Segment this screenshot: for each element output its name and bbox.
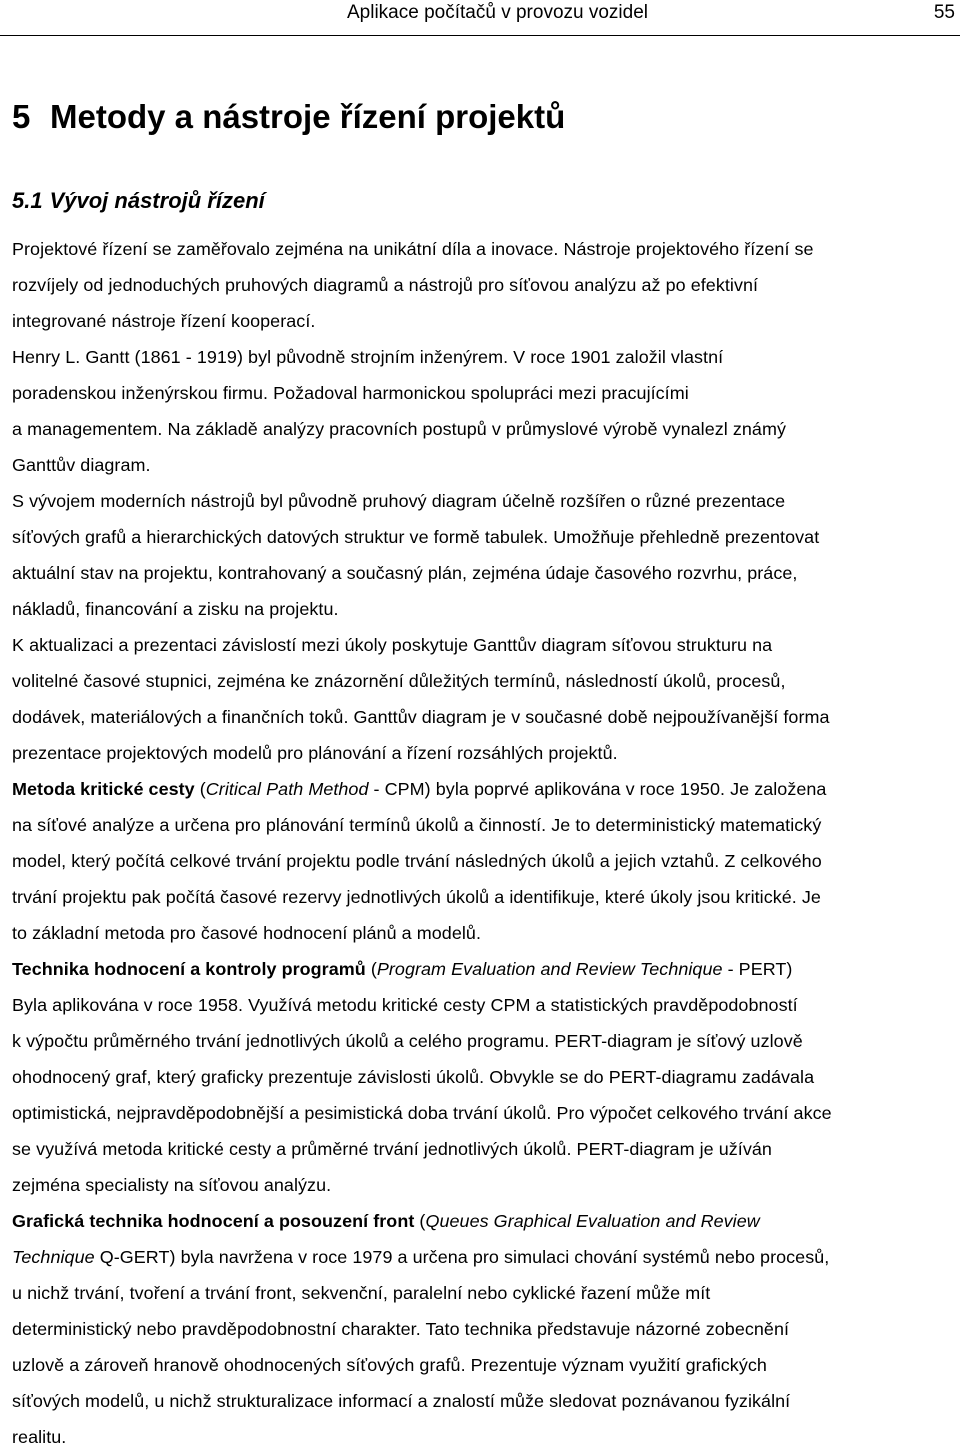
text-run: deterministický nebo pravděpodobnostní charakter. Tato technika představuje názorné zobecnění bbox=[12, 1319, 790, 1339]
text-line bbox=[12, 375, 960, 411]
text-line bbox=[12, 1347, 960, 1383]
chapter-heading bbox=[12, 96, 565, 138]
text-run: trvání projektu pak počítá časové rezervy jednotlivých úkolů a identifikuje, které úkoly jsou kritické. Je bbox=[12, 887, 821, 907]
text-line bbox=[12, 951, 960, 987]
running-title: Aplikace počítačů v provozu vozidel bbox=[347, 2, 648, 23]
text-run: a managementem. Na základě analýzy pracovních postupů v průmyslové výrobě vynalezl známý bbox=[12, 419, 786, 439]
text-line bbox=[12, 1095, 960, 1131]
text-line bbox=[12, 1383, 960, 1419]
text-run: nákladů, financování a zisku na projektu. bbox=[12, 599, 339, 619]
text-line bbox=[12, 879, 960, 915]
term-italic: Technique bbox=[12, 1247, 95, 1267]
text-line bbox=[12, 1311, 960, 1347]
chapter-title: Metody a nástroje řízení projektů bbox=[50, 98, 566, 135]
chapter-number: 5 bbox=[12, 98, 31, 135]
text-run: ( bbox=[194, 779, 206, 799]
text-line bbox=[12, 627, 960, 663]
text-run: Henry L. Gantt (1861 - 1919) byl původně strojním inženýrem. V roce 1901 založil vlastní bbox=[12, 347, 724, 367]
text-run: model, který počítá celkové trvání projektu podle trvání následných úkolů a jejich vztahů. Z celkového bbox=[12, 851, 822, 871]
text-line bbox=[12, 411, 960, 447]
text-line bbox=[12, 1167, 960, 1203]
text-run: - PERT) bbox=[722, 959, 793, 979]
text-line bbox=[12, 591, 960, 627]
text-line bbox=[12, 771, 960, 807]
term-bold: Grafická technika hodnocení a posouzení front bbox=[12, 1211, 415, 1231]
text-run: volitelné časové stupnici, zejména ke znázornění důležitých termínů, následností úkolů, procesů, bbox=[12, 671, 786, 691]
page-header bbox=[0, 0, 960, 38]
header-divider bbox=[0, 35, 960, 36]
text-line bbox=[12, 807, 960, 843]
text-line bbox=[12, 735, 960, 771]
text-run: síťových modelů, u nichž strukturalizace informací a znalostí může sledovat poznávanou fyzikální bbox=[12, 1391, 791, 1411]
text-line bbox=[12, 915, 960, 951]
text-run: síťových grafů a hierarchických datových struktur ve formě tabulek. Umožňuje přehledně prezentovat bbox=[12, 527, 820, 547]
text-line bbox=[12, 231, 960, 267]
text-run: Ganttův diagram. bbox=[12, 455, 151, 475]
term-italic: Critical Path Method bbox=[205, 779, 369, 799]
text-run: u nichž trvání, tvoření a trvání front, sekvenční, paralelní nebo cyklické řazení může mít bbox=[12, 1283, 711, 1303]
text-run: realitu. bbox=[12, 1427, 67, 1447]
text-run: prezentace projektových modelů pro plánování a řízení rozsáhlých projektů. bbox=[12, 743, 618, 763]
text-run: ( bbox=[414, 1211, 426, 1231]
text-run: k výpočtu průměrného trvání jednotlivých úkolů a celého programu. PERT-diagram je síťový uzlově bbox=[12, 1031, 803, 1051]
text-run: to základní metoda pro časové hodnocení plánů a modelů. bbox=[12, 923, 481, 943]
text-line bbox=[12, 483, 960, 519]
text-line bbox=[12, 519, 960, 555]
text-line bbox=[12, 843, 960, 879]
section-number: 5.1 bbox=[12, 188, 43, 213]
text-run: - CPM) byla poprvé aplikována v roce 1950. Je založena bbox=[368, 779, 827, 799]
page-number: 55 bbox=[933, 2, 955, 23]
text-run: se využívá metoda kritické cesty a průměrné trvání jednotlivých úkolů. PERT-diagram je užíván bbox=[12, 1139, 772, 1159]
term-italic: Queues Graphical Evaluation and Review bbox=[425, 1211, 760, 1231]
text-line bbox=[12, 339, 960, 375]
section-heading bbox=[12, 186, 265, 216]
text-run: zejména specialisty na síťovou analýzu. bbox=[12, 1175, 332, 1195]
text-line bbox=[12, 699, 960, 735]
text-line bbox=[12, 663, 960, 699]
text-run: ( bbox=[365, 959, 377, 979]
text-line bbox=[12, 1203, 960, 1239]
text-run: K aktualizaci a prezentaci závislostí mezi úkoly poskytuje Ganttův diagram síťovou strukturu na bbox=[12, 635, 773, 655]
text-run: Byla aplikována v roce 1958. Využívá metodu kritické cesty CPM a statistických pravděpodobností bbox=[12, 995, 798, 1015]
text-line bbox=[12, 1131, 960, 1167]
text-run: dodávek, materiálových a finančních toků. Ganttův diagram je v současné době nejpoužívanější forma bbox=[12, 707, 830, 727]
term-bold: Metoda kritické cesty bbox=[12, 779, 195, 799]
body-text bbox=[12, 231, 960, 1455]
text-line bbox=[12, 987, 960, 1023]
text-run: uzlově a zároveň hranově ohodnocených síťových grafů. Prezentuje význam využití grafických bbox=[12, 1355, 767, 1375]
text-line bbox=[12, 555, 960, 591]
term-italic: Program Evaluation and Review Technique bbox=[376, 959, 723, 979]
text-line bbox=[12, 303, 960, 339]
text-run: aktuální stav na projektu, kontrahovaný a současný plán, zejména údaje časového rozvrhu, práce, bbox=[12, 563, 798, 583]
text-line bbox=[12, 267, 960, 303]
text-line bbox=[12, 1059, 960, 1095]
text-run: rozvíjely od jednoduchých pruhových diagramů a nástrojů pro síťovou analýzu až po efektivní bbox=[12, 275, 759, 295]
text-run: Projektové řízení se zaměřovalo zejména na unikátní díla a inovace. Nástroje projektového řízení se bbox=[12, 239, 814, 259]
text-line bbox=[12, 1275, 960, 1311]
text-line bbox=[12, 1239, 960, 1275]
text-run: optimistická, nejpravděpodobnější a pesimistická doba trvání úkolů. Pro výpočet celkového trvání akce bbox=[12, 1103, 832, 1123]
text-line bbox=[12, 1419, 960, 1455]
text-run: S vývojem moderních nástrojů byl původně pruhový diagram účelně rozšířen o různé prezentace bbox=[12, 491, 786, 511]
text-run: Q-GERT) byla navržena v roce 1979 a určena pro simulaci chování systémů nebo procesů, bbox=[94, 1247, 830, 1267]
text-run: na síťové analýze a určena pro plánování termínů úkolů a činností. Je to deterministický matematický bbox=[12, 815, 822, 835]
text-line bbox=[12, 1023, 960, 1059]
text-line bbox=[12, 447, 960, 483]
text-run: integrované nástroje řízení kooperací. bbox=[12, 311, 316, 331]
text-run: poradenskou inženýrskou firmu. Požadoval harmonickou spolupráci mezi pracujícími bbox=[12, 383, 689, 403]
text-run: ohodnocený graf, který graficky prezentuje závislosti úkolů. Obvykle se do PERT-diagramu zadávala bbox=[12, 1067, 815, 1087]
section-title: Vývoj nástrojů řízení bbox=[49, 188, 265, 213]
term-bold: Technika hodnocení a kontroly programů bbox=[12, 959, 366, 979]
